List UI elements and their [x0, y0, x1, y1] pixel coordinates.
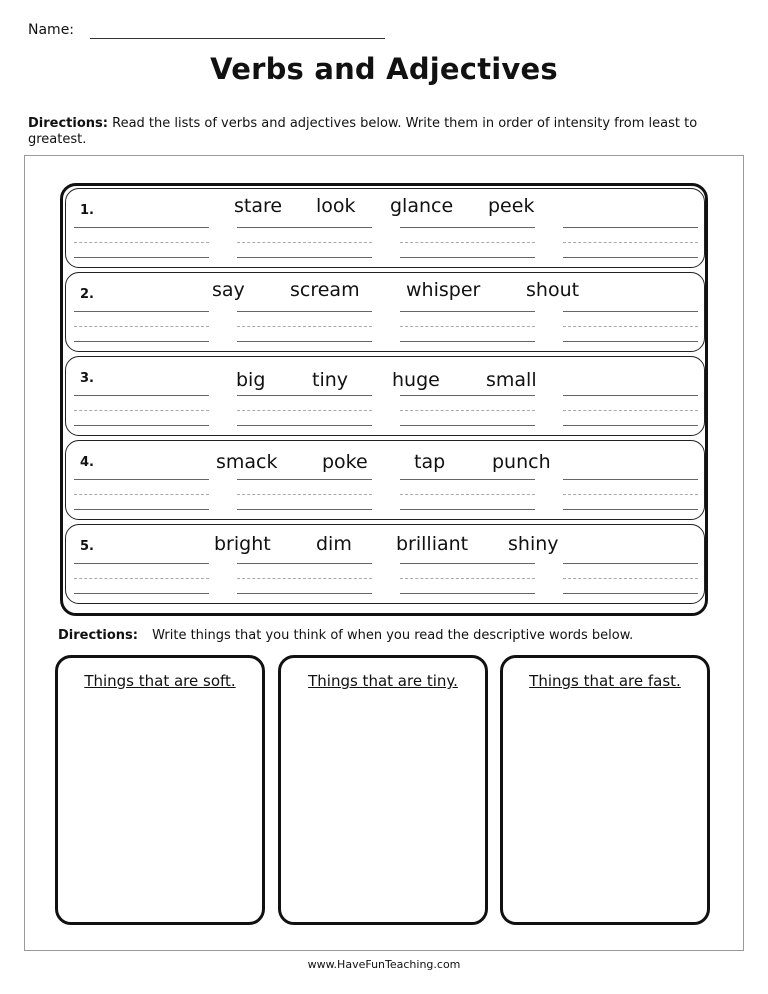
row-number: 5. — [80, 539, 94, 554]
answer-line[interactable] — [74, 509, 209, 510]
answer-line[interactable] — [237, 425, 372, 426]
answer-line[interactable] — [237, 479, 372, 480]
directions-label: Directions: — [58, 628, 138, 643]
answer-line[interactable] — [237, 311, 372, 312]
directions-text: Write things that you think of when you read the descriptive words below. — [152, 628, 634, 643]
word: shiny — [508, 533, 559, 555]
ordering-row-3 — [65, 356, 705, 436]
word: brilliant — [396, 533, 469, 555]
word: peek — [488, 195, 535, 217]
answer-line[interactable] — [400, 479, 535, 480]
guide-line — [237, 242, 372, 243]
answer-line[interactable] — [563, 341, 698, 342]
answer-line[interactable] — [400, 341, 535, 342]
guide-line — [74, 494, 209, 495]
guide-line — [563, 494, 698, 495]
word: glance — [390, 195, 454, 217]
word: scream — [290, 279, 360, 301]
answer-line[interactable] — [74, 563, 209, 564]
guide-line — [400, 410, 535, 411]
guide-line — [563, 242, 698, 243]
guide-line — [74, 410, 209, 411]
writing-box-title: Things that are fast. — [529, 672, 681, 690]
worksheet-title: Verbs and Adjectives — [210, 52, 558, 86]
answer-line[interactable] — [563, 563, 698, 564]
ordering-row-4 — [65, 440, 705, 520]
ordering-row-1 — [65, 188, 705, 268]
answer-line[interactable] — [400, 563, 535, 564]
answer-line[interactable] — [74, 425, 209, 426]
answer-line[interactable] — [400, 593, 535, 594]
answer-line[interactable] — [400, 509, 535, 510]
writing-box-tiny[interactable] — [278, 655, 488, 925]
word: small — [486, 369, 537, 391]
answer-line[interactable] — [400, 425, 535, 426]
answer-line[interactable] — [400, 395, 535, 396]
word: punch — [492, 451, 551, 473]
answer-line[interactable] — [563, 479, 698, 480]
answer-line[interactable] — [563, 425, 698, 426]
answer-line[interactable] — [237, 563, 372, 564]
answer-line[interactable] — [74, 479, 209, 480]
word: stare — [234, 195, 283, 217]
footer-url: www.HaveFunTeaching.com — [307, 958, 461, 971]
guide-line — [400, 494, 535, 495]
answer-line[interactable] — [563, 257, 698, 258]
guide-line — [563, 410, 698, 411]
answer-line[interactable] — [237, 509, 372, 510]
guide-line — [237, 494, 372, 495]
answer-line[interactable] — [74, 395, 209, 396]
guide-line — [400, 326, 535, 327]
guide-line — [74, 242, 209, 243]
answer-line[interactable] — [563, 509, 698, 510]
directions-top — [28, 116, 748, 148]
row-number: 2. — [80, 287, 94, 302]
answer-line[interactable] — [74, 311, 209, 312]
word: bright — [214, 533, 271, 555]
writing-box-title: Things that are tiny. — [308, 672, 458, 690]
writing-box-title: Things that are soft. — [84, 672, 236, 690]
writing-box-soft[interactable] — [55, 655, 265, 925]
word: poke — [322, 451, 368, 473]
name-line[interactable] — [90, 38, 385, 39]
answer-line[interactable] — [74, 227, 209, 228]
writing-box-fast[interactable] — [500, 655, 710, 925]
word: smack — [216, 451, 278, 473]
answer-line[interactable] — [563, 395, 698, 396]
guide-line — [400, 578, 535, 579]
answer-line[interactable] — [74, 257, 209, 258]
word: huge — [392, 369, 440, 391]
answer-line[interactable] — [237, 227, 372, 228]
guide-line — [400, 242, 535, 243]
answer-line[interactable] — [563, 311, 698, 312]
answer-line[interactable] — [400, 257, 535, 258]
directions-text: Read the lists of verbs and adjectives below. Write them in order of intensity from least to greatest. — [28, 116, 698, 147]
answer-line[interactable] — [74, 593, 209, 594]
answer-line[interactable] — [237, 395, 372, 396]
word: whisper — [406, 279, 481, 301]
answer-line[interactable] — [74, 341, 209, 342]
word: dim — [316, 533, 352, 555]
ordering-row-2 — [65, 272, 705, 352]
row-number: 1. — [80, 203, 94, 218]
answer-line[interactable] — [400, 311, 535, 312]
word: shout — [526, 279, 580, 301]
word: tap — [414, 451, 446, 473]
answer-line[interactable] — [237, 593, 372, 594]
word: tiny — [312, 369, 349, 391]
word: say — [212, 279, 245, 301]
word: big — [236, 369, 266, 391]
row-number: 3. — [80, 371, 94, 386]
answer-line[interactable] — [563, 593, 698, 594]
guide-line — [563, 326, 698, 327]
guide-line — [237, 326, 372, 327]
answer-line[interactable] — [237, 257, 372, 258]
directions-label: Directions: — [28, 116, 108, 131]
guide-line — [74, 326, 209, 327]
word: look — [316, 195, 356, 217]
guide-line — [237, 578, 372, 579]
answer-line[interactable] — [400, 227, 535, 228]
row-number: 4. — [80, 455, 94, 470]
guide-line — [74, 578, 209, 579]
answer-line[interactable] — [237, 341, 372, 342]
guide-line — [563, 578, 698, 579]
ordering-row-5 — [65, 524, 705, 604]
answer-line[interactable] — [563, 227, 698, 228]
directions-bottom — [58, 628, 633, 643]
guide-line — [237, 410, 372, 411]
name-label: Name: — [28, 22, 75, 38]
